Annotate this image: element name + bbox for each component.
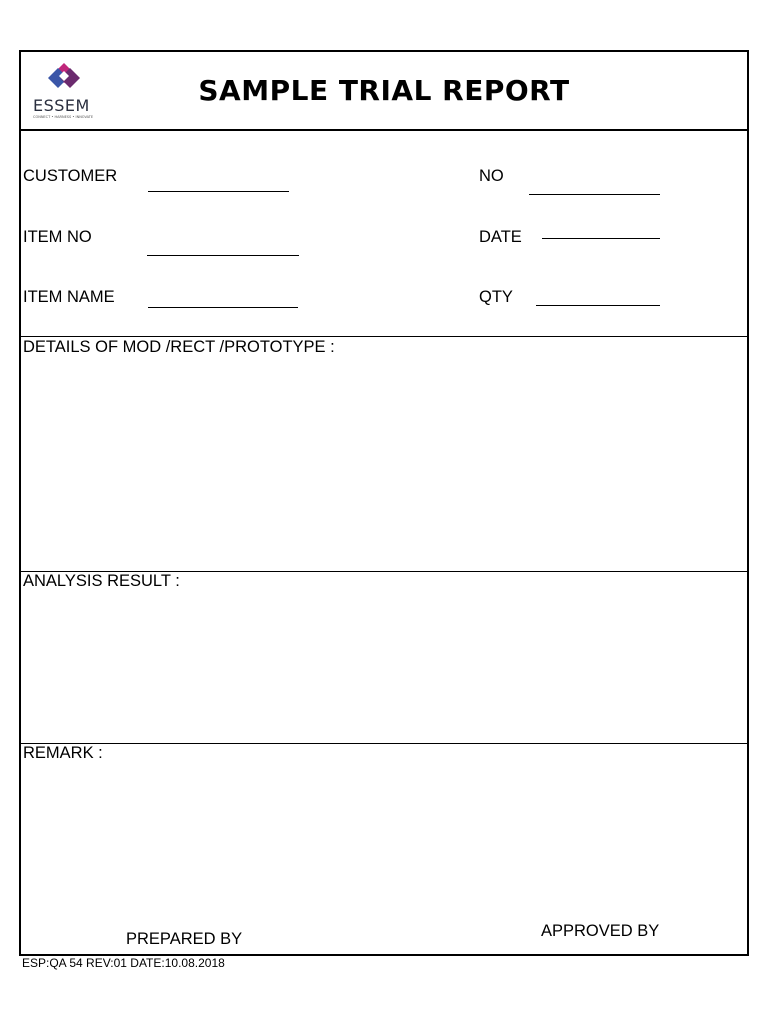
customer-field[interactable] [148, 191, 289, 192]
analysis-section-label: ANALYSIS RESULT : [23, 572, 180, 590]
prepared-by-label: PREPARED BY [126, 930, 243, 948]
qty-label: QTY [479, 288, 513, 306]
no-field[interactable] [529, 194, 660, 195]
section-divider [21, 336, 747, 337]
section-divider [21, 743, 747, 744]
item-no-field[interactable] [147, 255, 299, 256]
item-name-field[interactable] [148, 307, 298, 308]
report-form [19, 50, 749, 956]
details-section-label: DETAILS OF MOD /RECT /PROTOTYPE : [23, 338, 335, 356]
customer-label: CUSTOMER [23, 167, 118, 185]
item-no-label: ITEM NO [23, 228, 92, 246]
qty-field[interactable] [536, 305, 660, 306]
date-field[interactable] [542, 238, 660, 239]
no-label: NO [479, 167, 504, 185]
approved-by-label: APPROVED BY [541, 922, 660, 940]
form-header [21, 52, 747, 131]
remark-section-label: REMARK : [23, 744, 103, 762]
document-reference: ESP:QA 54 REV:01 DATE:10.08.2018 [22, 956, 225, 970]
logo-wordmark: ESSEM [33, 96, 90, 115]
date-label: DATE [479, 228, 522, 246]
logo-tagline: CONNECT • HARNESS • INNOVATE [33, 115, 94, 119]
page-title: SAMPLE TRIAL REPORT [198, 74, 570, 107]
item-name-label: ITEM NAME [23, 288, 115, 306]
